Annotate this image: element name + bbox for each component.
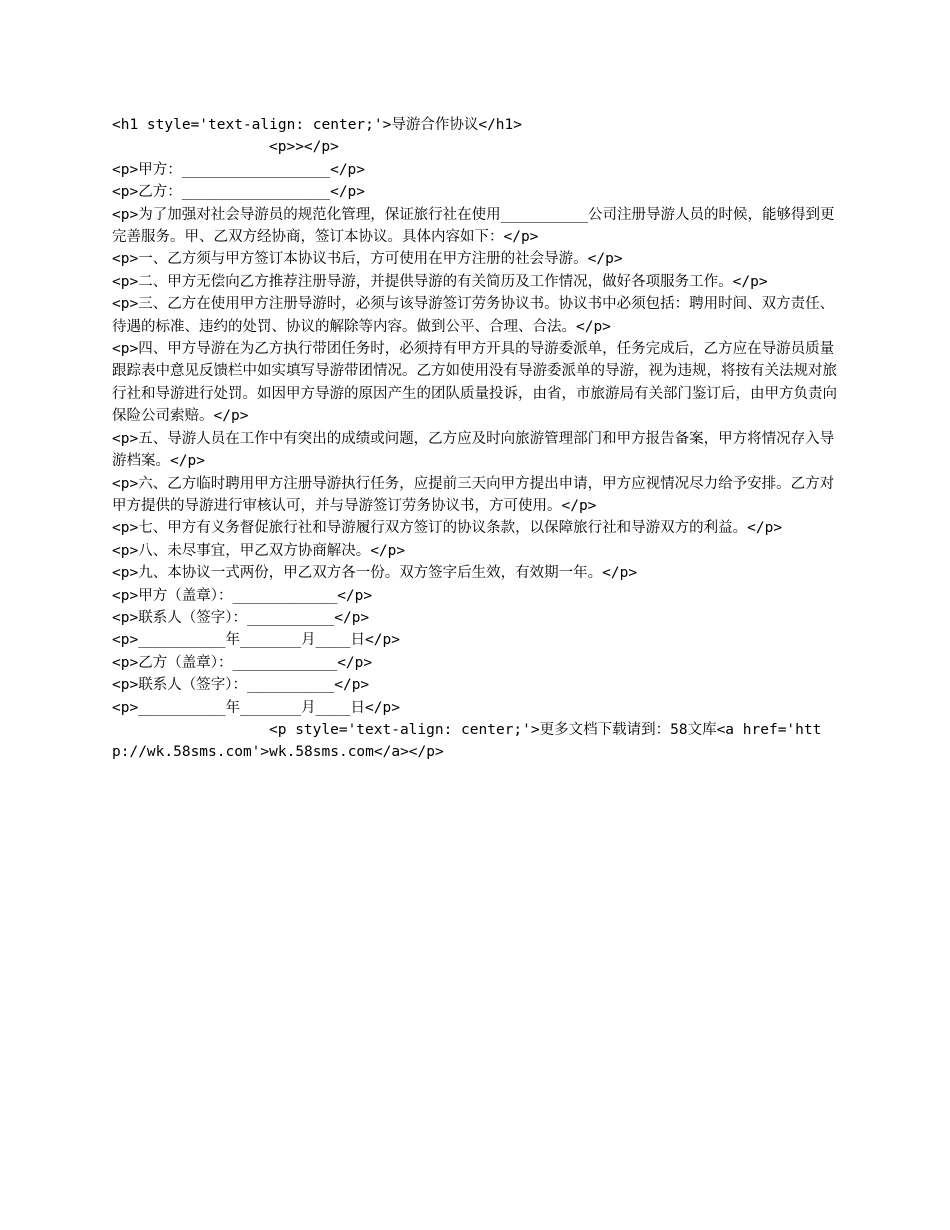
intro-paragraph: <p>为了加强对社会导游员的规范化管理，保证旅行社在使用__________公司注册导游人员的时候，能够得到更完善服务。甲、乙双方经协商，签订本协议。具体内容如下：</p>	[112, 206, 835, 246]
party-b-contact-line: <p>联系人（签字）：__________</p>	[112, 677, 370, 694]
clause-6: <p>六、乙方临时聘用甲方注册导游执行任务，应提前三天向甲方提出申请，甲方应视情况尽力给予安排。乙方对甲方提供的导游进行审核认可，并与导游签订劳务协议书，方可使用。</p>	[112, 475, 835, 514]
document-body	[112, 114, 842, 764]
clause-4: <p>四、甲方导游在为乙方执行带团任务时，必须持有甲方开具的导游委派单，任务完成后，乙方应在导游员质量跟踪表中意见反馈栏中如实填写导游带团情况。乙方如使用没有导游委派单的导游，视为违规，将按有关法规对旅行社和导游进行处罚。如因甲方导游的原因产生的团队质量投诉，由省，市旅游局有关部门鉴订后，由甲方负责向保险公司索赔。</p>	[112, 341, 837, 425]
party-b-seal-line: <p>乙方（盖章）：____________</p>	[112, 654, 373, 671]
clause-7: <p>七、甲方有义务督促旅行社和导游履行双方签订的协议条款，以保障旅行社和导游双方的利益。</p>	[112, 520, 783, 537]
party-b-date-line: <p>__________年_______月____日</p>	[112, 699, 400, 716]
party-b-line: <p>乙方：_________________</p>	[112, 184, 366, 201]
party-a-date-line: <p>__________年_______月____日</p>	[112, 632, 400, 649]
clause-2: <p>二、甲方无偿向乙方推荐注册导游，并提供导游的有关简历及工作情况，做好各项服务工作。</p>	[112, 273, 768, 290]
clause-8: <p>八、未尽事宜，甲乙双方协商解决。</p>	[112, 542, 406, 559]
document-title-markup: <h1 style='text-align: center;'>导游合作协议</h1>	[112, 117, 522, 133]
party-a-line: <p>甲方：_________________</p>	[112, 161, 366, 178]
footer-download-markup: <p style='text-align: center;'>更多文档下载请到：58文库<a href='http://wk.58sms.com'>wk.58sms.com</a></p>	[112, 721, 822, 761]
clause-3: <p>三、乙方在使用甲方注册导游时，必须与该导游签订劳务协议书。协议书中必须包括：聘用时间、双方责任、待遇的标准、违约的处罚、协议的解除等内容。做到公平、合理、合法。</p>	[112, 296, 835, 335]
empty-paragraph-markup: <p>></p>	[269, 139, 339, 156]
party-a-seal-line: <p>甲方（盖章）：____________</p>	[112, 587, 373, 604]
clause-9: <p>九、本协议一式两份，甲乙双方各一份。双方签字后生效，有效期一年。</p>	[112, 565, 638, 582]
clause-5: <p>五、导游人员在工作中有突出的成绩或问题，乙方应及时向旅游管理部门和甲方报告备案，甲方将情况存入导游档案。</p>	[112, 430, 835, 470]
party-a-contact-line: <p>联系人（签字）：__________</p>	[112, 609, 370, 626]
clause-1: <p>一、乙方须与甲方签订本协议书后，方可使用在甲方注册的社会导游。</p>	[112, 251, 623, 268]
